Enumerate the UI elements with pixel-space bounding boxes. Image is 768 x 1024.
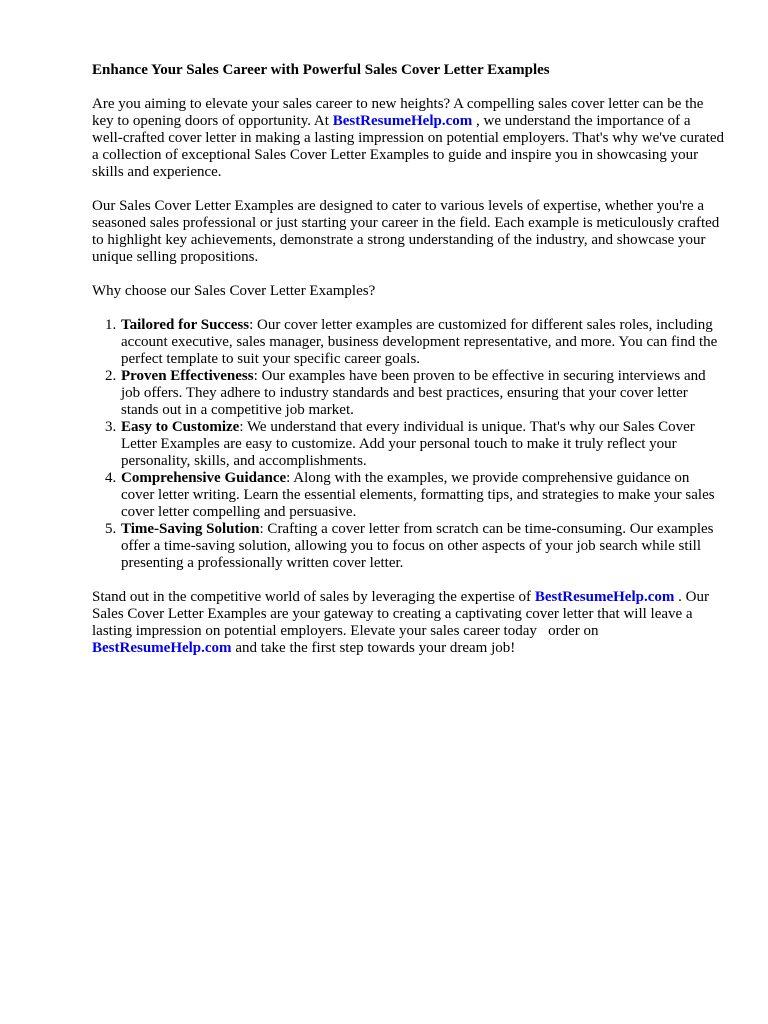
- text-run: Are you aiming to elevate your sales career to new heights? A compelling sales cover letter can be the key to opening doors of opportunity. At: [92, 96, 704, 129]
- benefit-body: : Along with the examples, we provide comprehensive guidance on cover letter writing. Learn the essential elements, formatting tips, and strategies to make your sales cover letter compelling and persuasive.: [121, 470, 715, 520]
- bestresumehelp-link[interactable]: BestResumeHelp.com: [92, 640, 232, 656]
- benefits-list: [92, 317, 725, 572]
- text-run: . Our Sales Cover Letter Examples are your gateway to creating a captivating cover letter that will leave a lasting impression on potential employers. Elevate your sales career today order on: [92, 589, 709, 639]
- text-run: and take the first step towards your dream job!: [231, 640, 516, 656]
- closing-paragraph: [92, 589, 725, 657]
- text-run: , we understand the importance of a well-crafted cover letter in making a lasting impression on potential employers. That's why we've curated a collection of exceptional Sales Cover Letter Examples to guide and inspire you in showcasing your skills and experience.: [92, 113, 725, 180]
- benefit-label: Comprehensive Guidance: [121, 470, 287, 486]
- question-paragraph: Why choose our Sales Cover Letter Examples?: [92, 283, 376, 299]
- benefit-label: Tailored for Success: [121, 317, 250, 333]
- benefit-body: : Our cover letter examples are customized for different sales roles, including account executive, sales manager, business development representative, and more. You can find the perfect template to suit your specific career goals.: [121, 317, 718, 367]
- benefit-item-proven: [120, 368, 725, 419]
- benefit-item-guidance: [120, 470, 725, 521]
- benefit-body: : We understand that every individual is unique. That's why our Sales Cover Letter Examples are easy to customize. Add your personal touch to make it truly reflect your personality, skills, and accomplishments.: [121, 419, 695, 469]
- text-run: Stand out in the competitive world of sales by leveraging the expertise of: [92, 589, 535, 605]
- intro-paragraph: [92, 96, 725, 181]
- benefit-label: Time-Saving Solution: [121, 521, 260, 537]
- bestresumehelp-link[interactable]: BestResumeHelp.com: [534, 589, 675, 605]
- benefit-label: Proven Effectiveness: [121, 368, 254, 384]
- benefit-item-customize: [120, 419, 725, 470]
- document-title: Enhance Your Sales Career with Powerful Sales Cover Letter Examples: [92, 62, 550, 78]
- benefit-body: : Crafting a cover letter from scratch can be time-consuming. Our examples offer a time-saving solution, allowing you to focus on other aspects of your job search while still presenting a professionally written cover letter.: [121, 521, 714, 571]
- benefit-item-tailored: [120, 317, 725, 368]
- about-paragraph: Our Sales Cover Letter Examples are designed to cater to various levels of expertise, whether you're a seasoned sales professional or just starting your career in the field. Each example is meticulously crafted to highlight key achievements, demonstrate a strong understanding of the industry, and showcase your unique selling propositions.: [92, 198, 720, 265]
- benefit-label: Easy to Customize: [121, 419, 240, 435]
- benefit-item-timesaving: [120, 521, 725, 572]
- bestresumehelp-link[interactable]: BestResumeHelp.com: [332, 113, 473, 129]
- benefit-body: : Our examples have been proven to be effective in securing interviews and job offers. They adhere to industry standards and best practices, ensuring that your cover letter stands out in a competitive job market.: [121, 368, 706, 418]
